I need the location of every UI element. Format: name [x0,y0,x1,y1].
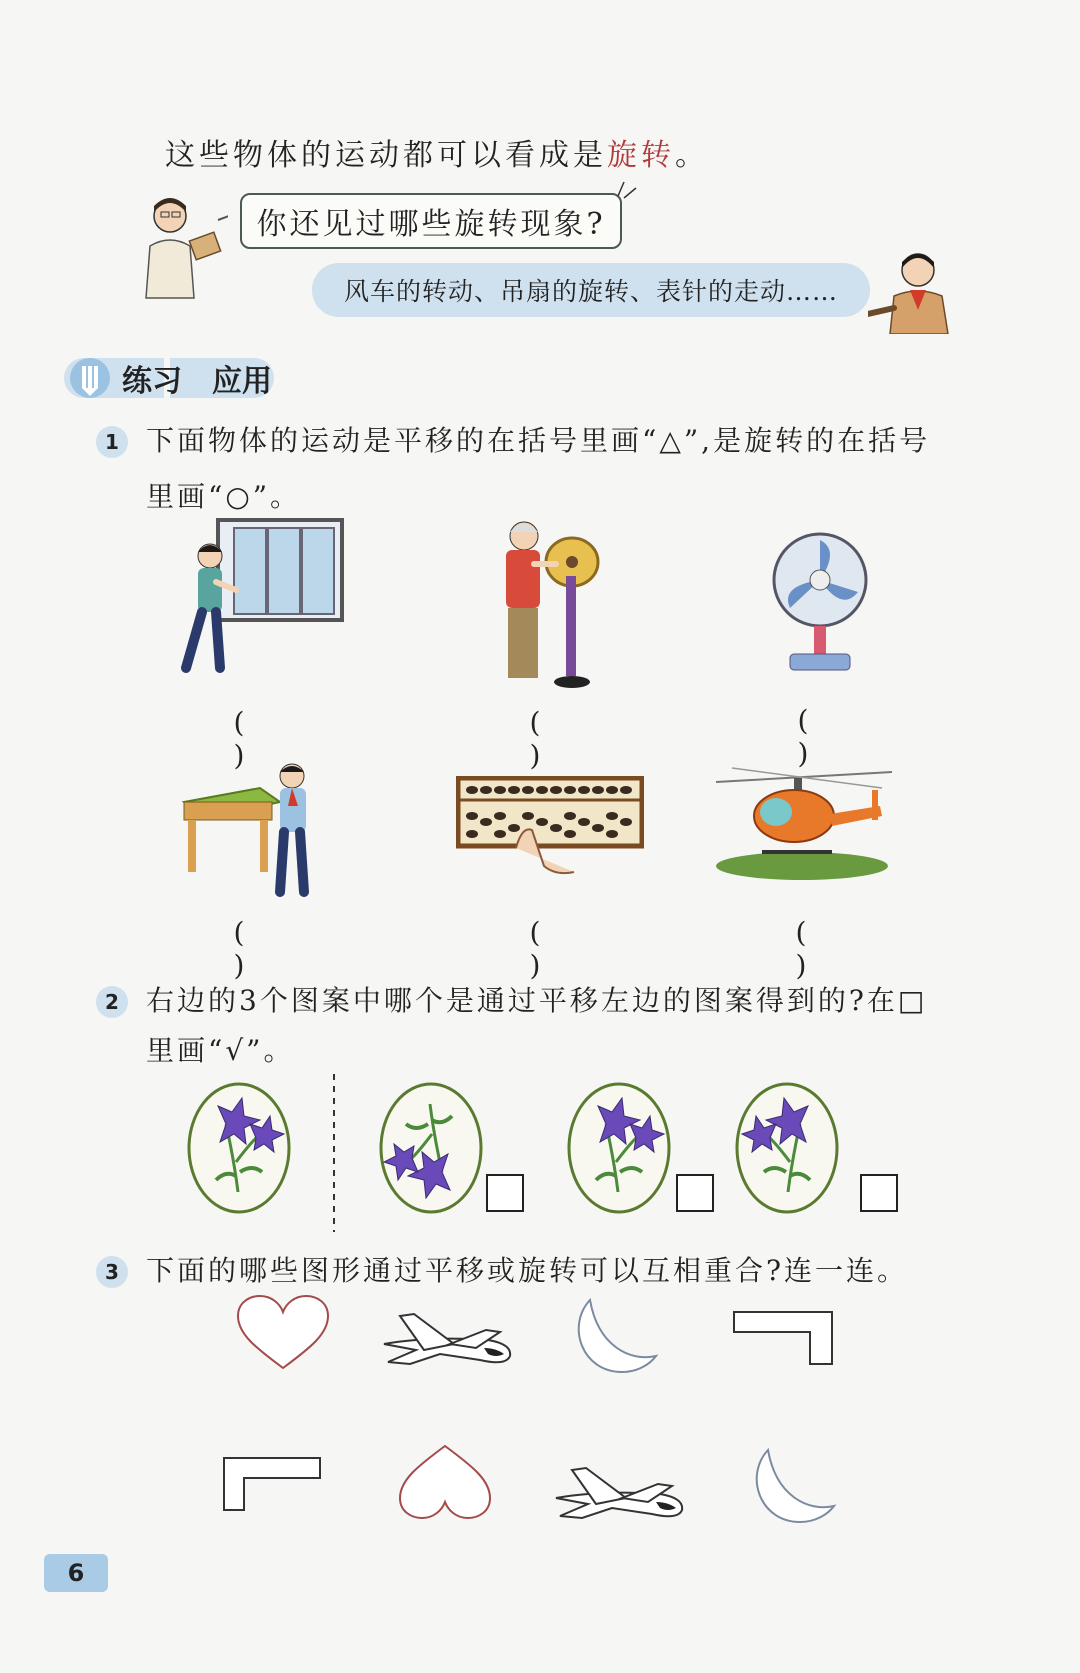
answer-paren-1[interactable]: ( ) [233,706,275,772]
intro-text-before: 这些物体的运动都可以看成是 [165,138,607,173]
question-2-text-line2: 里画“√”。 [146,1034,295,1067]
section-title-application: 应用 [212,364,272,399]
boy-pulling-drawer-icon [180,762,330,912]
teacher-speech-bubble: 你还见过哪些旋转现象? [240,193,622,249]
checkbox-option-1[interactable] [486,1174,524,1212]
heart-shape-bottom-icon[interactable] [398,1444,492,1520]
section-title-practice: 练习 [122,364,182,399]
teacher-icon [128,190,228,300]
airplane-shape-bottom-icon[interactable] [552,1450,688,1522]
intro-highlight-rotation: 旋转 [607,138,675,173]
question-3-text-line1: 下面的哪些图形通过平移或旋转可以互相重合?连一连。 [146,1254,909,1287]
question-3-number: 3 [96,1256,128,1288]
checkbox-option-3[interactable] [860,1174,898,1212]
airplane-shape-top-icon[interactable] [380,1296,516,1368]
answer-paren-4[interactable]: ( ) [233,916,275,982]
abacus-icon [456,776,644,880]
flower-pattern-original-icon [186,1080,292,1216]
boy-pushing-window-icon [176,518,346,688]
question-2-text-line1: 右边的3个图案中哪个是通过平移左边的图案得到的?在□ [146,984,928,1017]
l-shape-top-icon[interactable] [732,1310,834,1366]
checkbox-option-2[interactable] [676,1174,714,1212]
crescent-moon-top-icon[interactable] [570,1296,660,1376]
l-shape-bottom-icon[interactable] [222,1456,322,1512]
grandpa-turning-wheel-icon [494,516,614,694]
crescent-moon-bottom-icon[interactable] [748,1446,838,1526]
question-1-text-line1: 下面物体的运动是平移的在括号里画“△”,是旋转的在括号 [146,424,931,457]
flower-pattern-option-1-icon [378,1080,484,1216]
intro-text [165,130,709,174]
question-1-text-line2: 里画“○”。 [146,480,302,513]
answer-paren-6[interactable]: ( ) [795,916,837,982]
dashed-divider [332,1074,336,1232]
electric-fan-icon [770,530,870,676]
answer-paren-2[interactable]: ( ) [529,706,571,772]
speech-sparkle-icon [614,178,640,204]
flower-pattern-option-2-icon [566,1080,672,1216]
student-icon [868,248,958,334]
page-number: 6 [44,1554,108,1592]
answer-paren-5[interactable]: ( ) [529,916,571,982]
helicopter-icon [712,760,902,886]
question-1-number: 1 [96,426,128,458]
student-speech-bubble: 风车的转动、吊扇的旋转、表针的走动…… [312,263,870,317]
flower-pattern-option-3-icon [734,1080,840,1216]
intro-text-after: 。 [675,138,709,173]
question-2-number: 2 [96,986,128,1018]
heart-shape-top-icon[interactable] [236,1294,330,1370]
answer-paren-3[interactable]: ( ) [797,704,839,770]
